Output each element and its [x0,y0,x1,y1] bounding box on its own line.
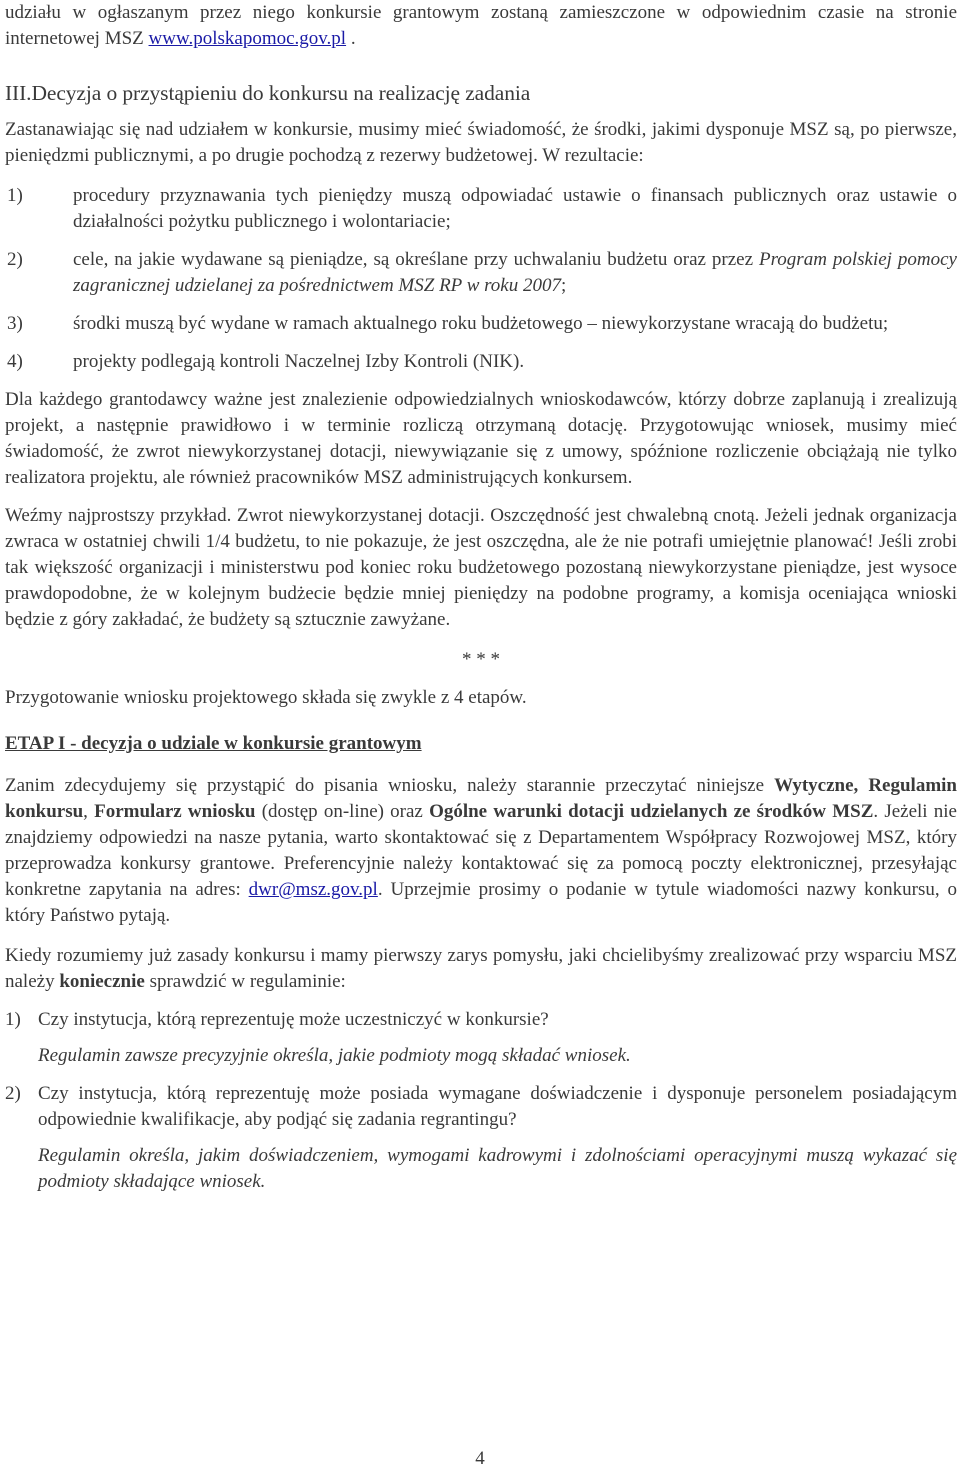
etap-1-text: (dostęp on-line) oraz [255,801,430,822]
document-page [5,0,957,1195]
polskapomoc-link[interactable]: www.polskapomoc.gov.pl [148,28,347,49]
etap-1-text: sprawdzić w regulaminie: [144,971,346,992]
list-item [5,247,957,299]
list-item-number: 4) [7,351,23,372]
section-3-paragraph-2: Dla każdego grantodawcy ważne jest znalezienie odpowiedzialnych wnioskodawców, którzy dobrze zaplanują i zrealizują projekt, a następnie prawidłowo i w terminie rozliczą otrzymaną dotację. Przygotowując wniosek, musimy mieć świadomość, że zwrot niewykorzystanej dotacji, niewywiązanie się z umowy, spóźnione rozliczenie obciążają nie tylko realizatora projektu, ale również pracowników MSZ administrujących konkursem. [5,389,957,488]
section-3-paragraph-1: Zastanawiając się nad udziałem w konkursie, musimy mieć świadomość, że środki, jakimi dysponuje MSZ są, po pierwsze, pieniędzmi publicznymi, a po drugie pochodzą z rezerwy budżetowej. W rezultacie: [5,119,957,166]
question-number: 2) [5,1083,21,1104]
intro-line2-end: . [346,28,356,49]
intro-paragraph [5,0,957,52]
list-item-text: cele, na jakie wydawane są pieniądze, są określane przy uchwalaniu budżetu oraz przez [73,249,759,270]
list-item-text: procedury przyznawania tych pieniędzy muszą odpowiadać ustawie o finansach publicznych oraz ustawie o działalności pożytku publicznego i wolontariacie; [73,185,957,232]
etap-1-text: . Uprzejmie prosimy o podanie w tytule wiadomości nazwy konkursu, o który Państwo pytają. [5,879,957,926]
list-item [5,311,957,337]
etap-1-text: . Jeżeli nie znajdziemy odpowiedzi na nasze pytania, warto skontaktować się z Departamentem Współpracy Rozwojowej MSZ, który przeprowadza konkursy grantowe. Preferencyjnie należy kontaktować się za pomocą poczty elektronicznej, przesyłając konkretne zapytania na adres: [5,801,957,900]
question-text: Czy instytucja, którą reprezentuję może uczestniczyć w konkursie? [38,1009,549,1030]
section-3-heading: III.Decyzja o przystąpieniu do konkursu na realizację zadania [5,81,531,105]
list-item-number: 2) [7,249,23,270]
answer-text: Regulamin określa, jakim doświadczeniem, wymogami kadrowymi i zdolnościami operacyjnymi muszą wykazać się podmioty składające wniosek. [38,1145,957,1192]
etap-1-heading: ETAP I - decyzja o udziale w konkursie grantowym [5,733,422,754]
question-item [5,1081,957,1195]
list-item-number: 3) [7,313,23,334]
list-item-number: 1) [7,185,23,206]
intro-line1: udziału w ogłaszanym przez niego konkursie grantowym zostaną zamieszczone w odpowiednim [5,2,807,23]
etap-1-text: Zanim zdecydujemy się przystąpić do pisania wniosku, należy starannie przeczytać niniejsze [5,775,775,796]
answer-text: Regulamin zawsze precyzyjnie określa, jakie podmioty mogą składać wniosek. [38,1045,631,1066]
email-link[interactable]: dwr@msz.gov.pl [248,879,378,900]
list-item-text: środki muszą być wydane w ramach aktualnego roku budżetowego – niewykorzystane wracają do budżetu; [73,313,889,334]
formularz-bold: Formularz wniosku [94,801,256,822]
questions-list [5,1007,957,1195]
wytyczne-regulamin-bold: Wytyczne, Regulamin konkursu [5,775,957,822]
etap-1-text: , [83,801,95,822]
koniecznie-bold: koniecznie [59,971,145,992]
etap-1-text: Kiedy rozumiemy już zasady konkursu i mamy pierwszy zarys pomysłu, jaki chcielibyśmy zrealizować przy wsparciu MSZ należy [5,945,957,992]
question-number: 1) [5,1009,21,1030]
list-item [5,183,957,235]
list-item-text: projekty podlegają kontroli Naczelnej Izby Kontroli (NIK). [73,351,525,372]
etap-1-paragraph-1 [5,773,957,929]
page-number: 4 [475,1448,485,1469]
program-title: Program polskiej pomocy zagranicznej udzielanej za pośrednictwem MSZ RP w roku 2007 [73,249,957,296]
question-item [5,1007,957,1069]
list-item [5,349,957,375]
list-item-tail: ; [561,275,567,296]
consequences-list [5,183,957,375]
section-3-paragraph-4: Przygotowanie wniosku projektowego składa się zwykle z 4 etapów. [5,687,527,708]
ogolne-warunki-bold: Ogólne warunki dotacji udzielanych ze środków MSZ [429,801,874,822]
section-3-paragraph-3: Weźmy najprostszy przykład. Zwrot niewykorzystanej dotacji. Oszczędność jest chwalebną cnotą. Jeżeli jednak organizacja zwraca w ostatniej chwili 1/4 budżetu, to nie pokazuje, że jest oszczędna, ale że nie potrafi umiejętnie planować! Jeśli zrobi tak większość organizacji i ministerstwu pod koniec roku budżetowego pozostaną niewykorzystane pieniądze, jest wysoce prawdopodobne, że w kolejnym budżecie będzie mniej pieniędzy na podobne programy, a komisja oceniająca wnioski będzie z góry zakładać, że budżety są sztucznie zawyżane. [5,505,957,630]
question-text: Czy instytucja, którą reprezentuję może posiada wymagane doświadczenie i dysponuje personelem posiadającym odpowiednie kwalifikacje, aby podjąć się zadania regrantingu? [38,1083,957,1130]
etap-1-paragraph-2 [5,943,957,995]
separator-stars: * * * [462,649,500,670]
intro-line2-text: czasie na stronie internetowej MSZ [5,2,957,49]
